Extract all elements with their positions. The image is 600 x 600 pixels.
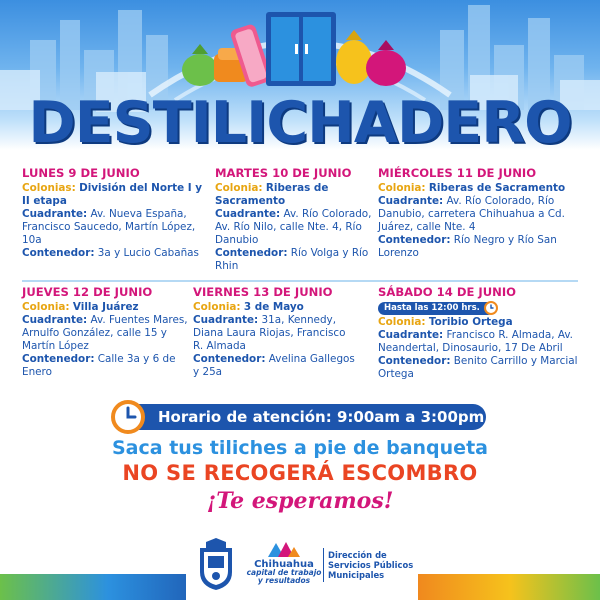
contenedor-value: Benito Carrillo y Marcial Ortega xyxy=(378,355,578,380)
contenedor-value: 3a y Lucio Cabañas xyxy=(97,247,199,259)
day-title: MARTES 10 DE JUNIO xyxy=(215,166,352,180)
contenedor-label: Contenedor: xyxy=(215,247,288,259)
trash-bag-icon xyxy=(336,30,372,84)
cuadrante-label: Cuadrante: xyxy=(193,314,259,326)
colonias-value: Riberas de Sacramento xyxy=(428,182,566,194)
colonias-value: Riberas de Sacramento xyxy=(215,182,329,207)
day-friday xyxy=(193,285,358,379)
cuadrante-value: Av. Nueva España, Francisco Saucedo, Martín López, 10a xyxy=(22,208,196,246)
hours-text: Horario de atención: 9:00am a 3:00pm xyxy=(158,408,485,426)
wardrobe-icon xyxy=(266,12,336,86)
colonias-value: 3 de Mayo xyxy=(243,301,304,313)
day-title: MIÉRCOLES 11 DE JUNIO xyxy=(378,166,537,180)
cuadrante-label: Cuadrante: xyxy=(22,208,88,220)
colonias-label: Colonia: xyxy=(378,182,426,194)
page-title: DESTILICHADERO xyxy=(28,90,572,156)
bulky-trash-illustration xyxy=(180,8,420,90)
day-title: LUNES 9 DE JUNIO xyxy=(22,166,140,180)
title-area xyxy=(0,82,600,158)
cuadrante-value: Av. Fuentes Mares, Arnulfo González, calle 15 y Martín López xyxy=(22,314,188,352)
day-title: JUEVES 12 DE JUNIO xyxy=(22,285,153,299)
cuadrante-value: 31a, Kennedy, Diana Laura Riojas, Francisco R. Almada xyxy=(193,314,346,352)
city-seal-icon xyxy=(194,538,238,592)
day-title: SÁBADO 14 DE JUNIO xyxy=(378,285,516,299)
colonias-value: Toribio Ortega xyxy=(428,316,513,328)
colonias-value: División del Norte I y II etapa xyxy=(22,182,203,207)
hours-pill xyxy=(118,404,486,430)
cuadrante-value: Francisco R. Almada, Av. Neandertal, Dinosaurio, 17 De Abril xyxy=(378,329,573,354)
trash-bag-icon xyxy=(182,44,218,86)
message-no-escombro: NO SE RECOGERÁ ESCOMBRO xyxy=(122,461,478,485)
day-monday xyxy=(22,166,212,260)
message-banqueta: Saca tus tiliches a pie de banqueta xyxy=(112,437,488,459)
hours-badge xyxy=(378,302,494,315)
day-title: VIERNES 13 DE JUNIO xyxy=(193,285,333,299)
cuadrante-value: Av. Río Colorado, Av. Río Nilo, calle Nte. 4, Río Danubio xyxy=(215,208,372,246)
day-thursday xyxy=(22,285,194,379)
chihuahua-logo-icon xyxy=(266,540,302,558)
contenedor-label: Contenedor: xyxy=(22,247,95,259)
logo-name: Chihuahua xyxy=(254,559,314,570)
department-name: Dirección de Servicios Públicos Municipales xyxy=(328,550,414,580)
cuadrante-label: Cuadrante: xyxy=(22,314,88,326)
contenedor-value: Calle 3a y 6 de Enero xyxy=(22,353,176,378)
clock-icon xyxy=(110,399,146,435)
clock-icon xyxy=(484,301,498,315)
contenedor-value: Avelina Gallegos y 25a xyxy=(193,353,355,378)
day-tuesday xyxy=(215,166,373,273)
contenedor-label: Contenedor: xyxy=(378,355,451,367)
contenedor-label: Contenedor: xyxy=(193,353,266,365)
contenedor-label: Contenedor: xyxy=(378,234,451,246)
day-wednesday xyxy=(378,166,583,260)
logo-tagline: capital de trabajo y resultados xyxy=(246,568,322,585)
contenedor-value: Río Negro y Río San Lorenzo xyxy=(378,234,557,259)
cuadrante-label: Cuadrante: xyxy=(215,208,281,220)
contenedor-value: Río Volga y Río Rhin xyxy=(215,247,369,272)
colonias-label: Colonia: xyxy=(215,182,263,194)
colonias-label: Colonia: xyxy=(193,301,241,313)
colonias-label: Colonia: xyxy=(378,316,426,328)
hours-badge-text: Hasta las 12:00 hrs. xyxy=(384,303,480,313)
colonias-value: Villa Juárez xyxy=(72,301,139,313)
message-te-esperamos: ¡Te esperamos! xyxy=(206,488,394,514)
cuadrante-label: Cuadrante: xyxy=(378,195,444,207)
colonias-label: Colonia: xyxy=(22,301,70,313)
day-saturday xyxy=(378,285,583,381)
logo-separator xyxy=(323,548,324,582)
cuadrante-value: Av. Río Colorado, Río Danubio, carretera Chihuahua a Cd. Juárez, calle Nte. 4 xyxy=(378,195,565,233)
trash-bag-icon xyxy=(366,40,406,86)
cuadrante-label: Cuadrante: xyxy=(378,329,444,341)
colonias-label: Colonias: xyxy=(22,182,76,194)
row-divider xyxy=(22,280,578,282)
contenedor-label: Contenedor: xyxy=(22,353,95,365)
